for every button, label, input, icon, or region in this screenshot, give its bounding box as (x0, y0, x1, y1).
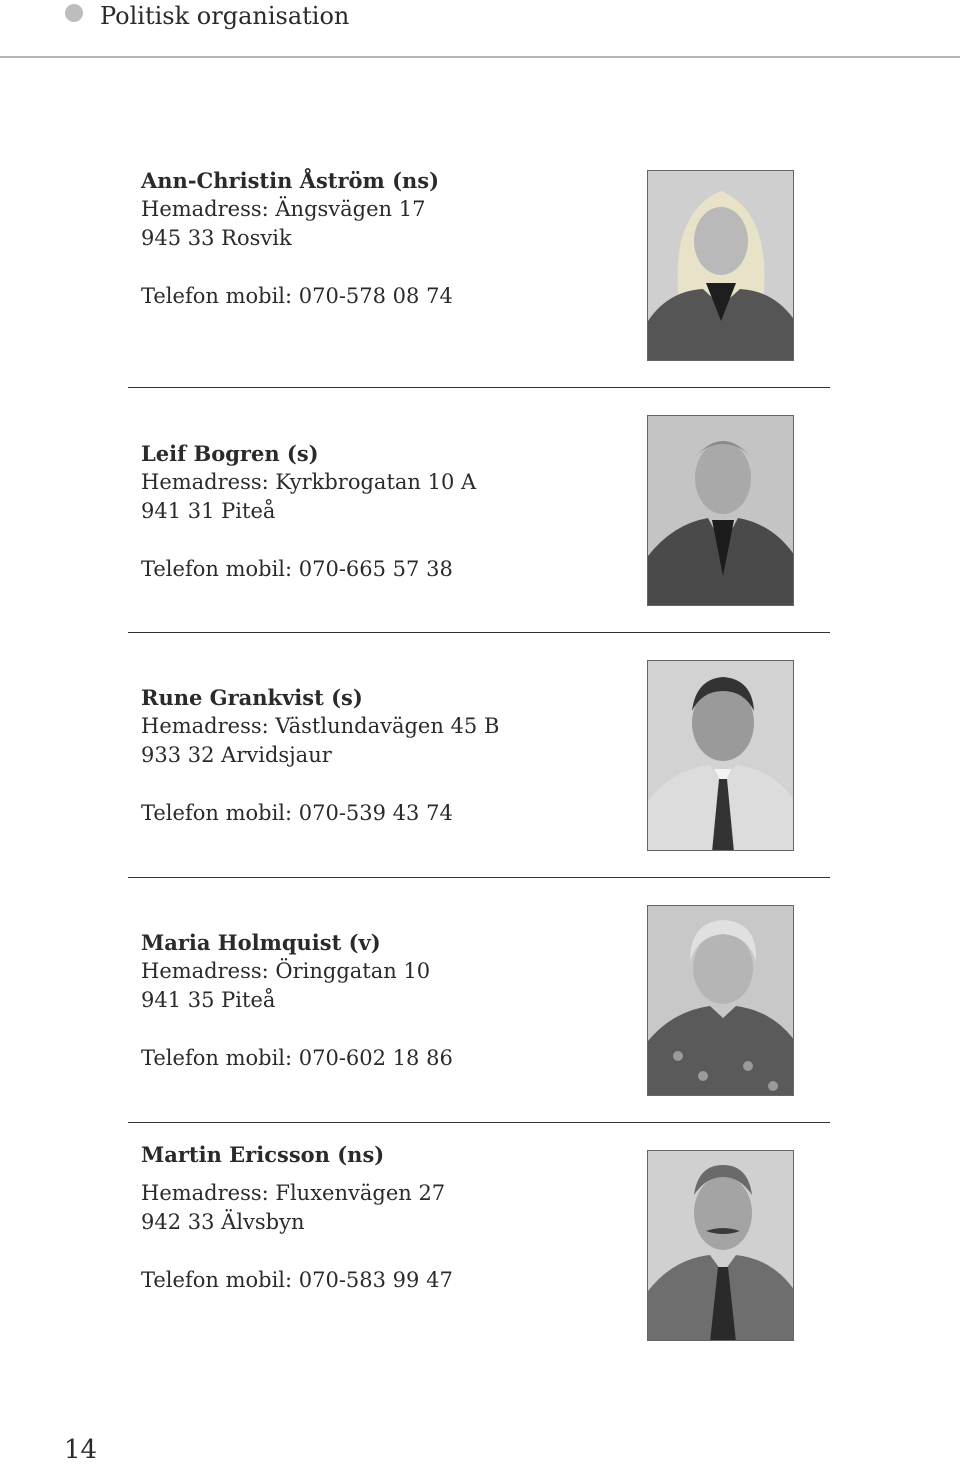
portrait-photo (647, 905, 794, 1096)
contact-address: Hemadress: Öringgatan 10 (141, 959, 431, 983)
page-header (0, 0, 960, 58)
contact-name: Leif Bogren (s) (141, 441, 319, 466)
contact-name: Rune Grankvist (s) (141, 685, 363, 710)
contact-address: Hemadress: Västlundavägen 45 B (141, 714, 500, 738)
portrait-icon (648, 416, 794, 606)
portrait-icon (648, 906, 794, 1096)
contact-address: Hemadress: Ängsvägen 17 (141, 197, 426, 221)
section-title: Politisk organisation (100, 2, 350, 30)
contact-name: Martin Ericsson (ns) (141, 1142, 385, 1167)
entry-divider (128, 387, 830, 388)
contact-info (141, 928, 453, 1073)
contact-address: Hemadress: Kyrkbrogatan 10 A (141, 470, 477, 494)
contact-entry (128, 166, 830, 411)
contact-phone: Telefon mobil: 070-583 99 47 (141, 1268, 453, 1292)
portrait-icon (648, 661, 794, 851)
contact-info (141, 166, 453, 311)
contact-info (141, 439, 476, 584)
contact-postal: 945 33 Rosvik (141, 226, 292, 250)
portrait-photo (647, 415, 794, 606)
contact-info (141, 683, 499, 828)
contact-phone: Telefon mobil: 070-578 08 74 (141, 284, 453, 308)
contact-phone: Telefon mobil: 070-602 18 86 (141, 1046, 453, 1070)
portrait-icon (648, 1151, 794, 1341)
contact-postal: 941 31 Piteå (141, 499, 276, 523)
contact-name: Maria Holmquist (v) (141, 930, 381, 955)
contact-entry (128, 928, 830, 1173)
contact-entry (128, 1140, 830, 1385)
bullet-icon (65, 4, 83, 22)
portrait-photo (647, 660, 794, 851)
contact-phone: Telefon mobil: 070-539 43 74 (141, 801, 453, 825)
contact-postal: 942 33 Älvsbyn (141, 1210, 305, 1234)
contact-postal: 933 32 Arvidsjaur (141, 743, 332, 767)
contact-phone: Telefon mobil: 070-665 57 38 (141, 557, 453, 581)
portrait-photo (647, 170, 794, 361)
contact-entry (128, 683, 830, 928)
entry-divider (128, 1122, 830, 1123)
contact-postal: 941 35 Piteå (141, 988, 276, 1012)
contact-address: Hemadress: Fluxenvägen 27 (141, 1181, 446, 1205)
contact-name: Ann-Christin Åström (ns) (141, 168, 440, 193)
portrait-photo (647, 1150, 794, 1341)
contact-entry (128, 439, 830, 684)
entry-divider (128, 632, 830, 633)
entry-divider (128, 877, 830, 878)
contact-info (141, 1140, 453, 1295)
page-number: 14 (64, 1435, 98, 1465)
portrait-icon (648, 171, 794, 361)
